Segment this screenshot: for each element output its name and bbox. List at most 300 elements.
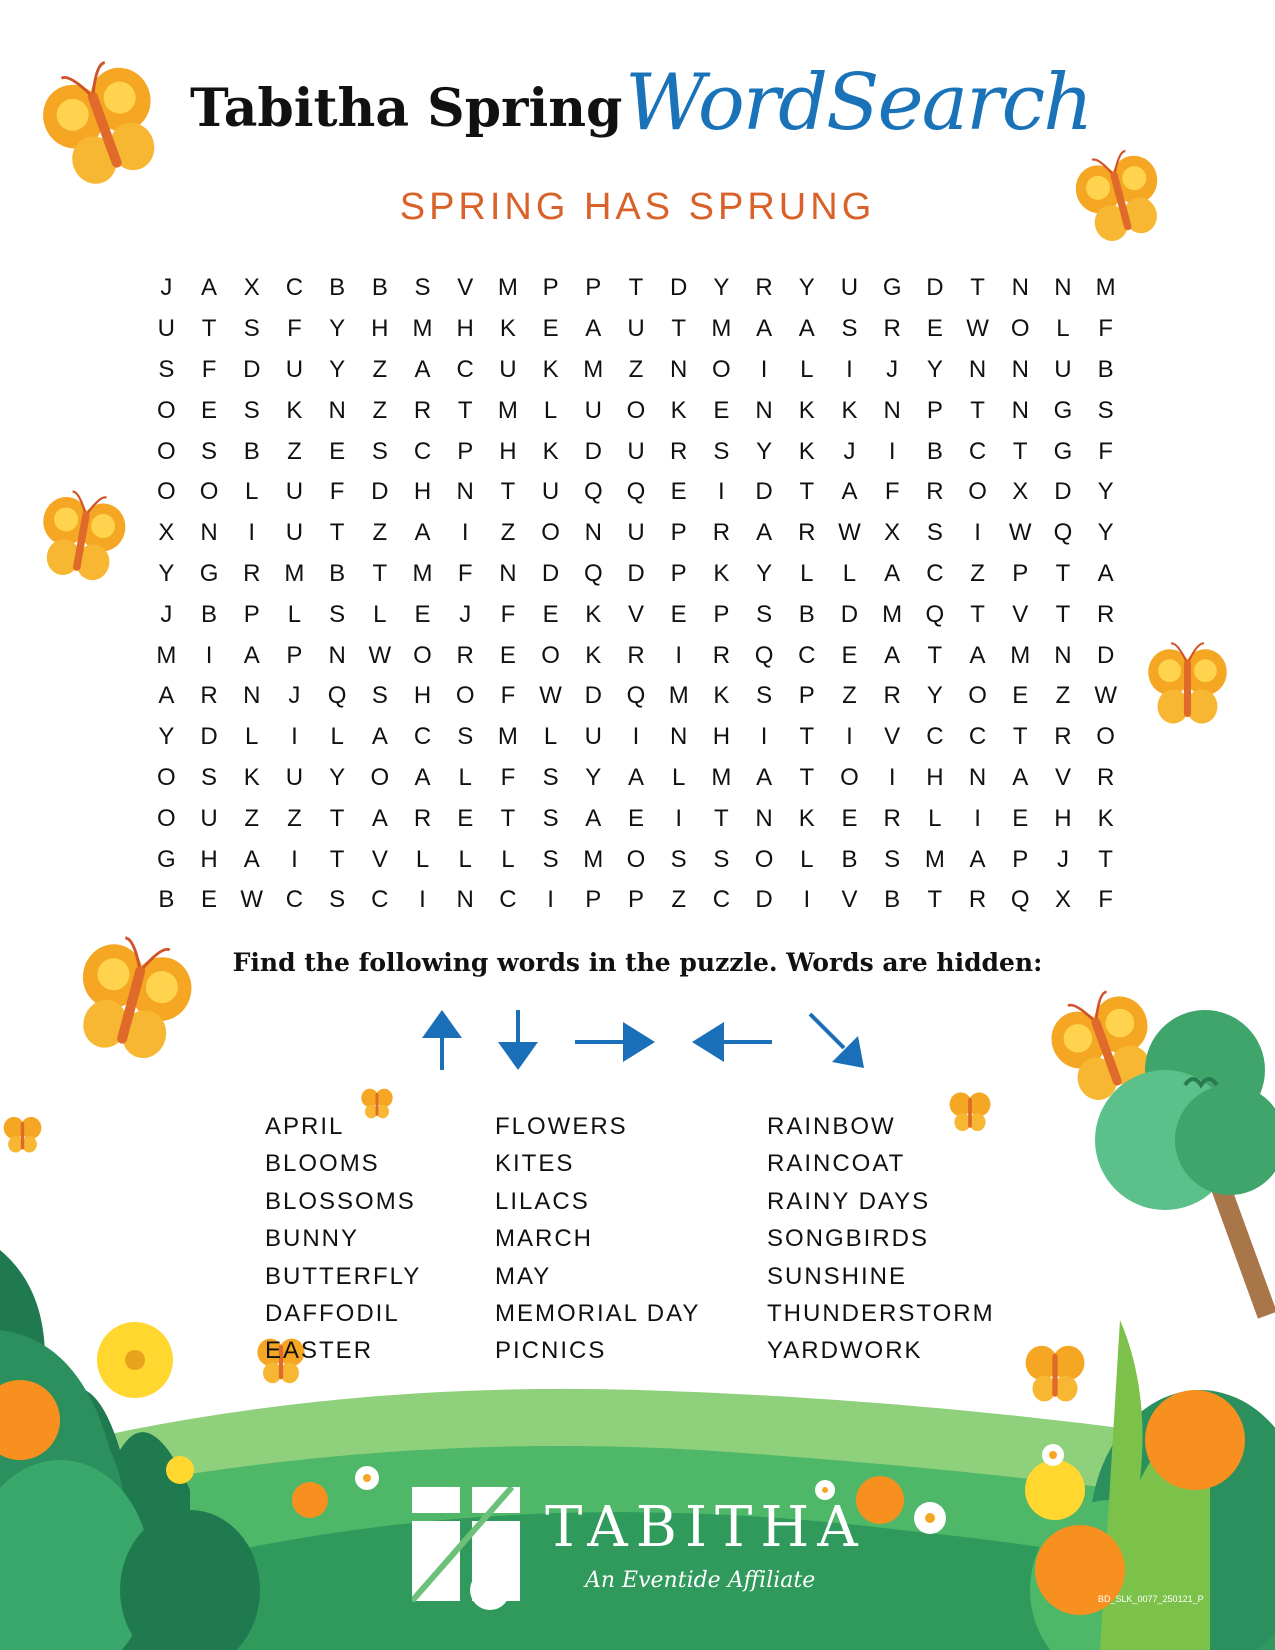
grid-letter: C: [712, 886, 731, 914]
grid-letter: K: [841, 396, 858, 424]
arrow-down-right-icon: [808, 1012, 864, 1068]
grid-letter: Y: [1097, 478, 1114, 506]
grid-letter: U: [627, 519, 645, 547]
grid-letter: P: [585, 886, 602, 914]
grid-letter: G: [1053, 437, 1073, 465]
grid-letter: H: [413, 682, 432, 710]
word-list-col3: [767, 1108, 995, 1370]
grid-letter: Y: [926, 355, 943, 383]
grid-letter: N: [243, 682, 261, 710]
grid-letter: K: [670, 396, 687, 424]
grid-letter: Y: [329, 355, 346, 383]
grid-letter: K: [585, 641, 602, 669]
grid-letter: R: [200, 682, 218, 710]
grid-letter: K: [798, 396, 815, 424]
grid-letter: I: [291, 845, 298, 873]
grid-letter: S: [414, 274, 431, 302]
grid-letter: I: [760, 723, 768, 751]
grid-letter: B: [371, 274, 388, 302]
grid-letter: N: [1011, 355, 1029, 383]
grid-letter: C: [371, 886, 389, 914]
grid-letter: A: [243, 641, 260, 669]
grid-letter: R: [1096, 763, 1115, 791]
grid-letter: W: [368, 641, 392, 669]
grid-letter: Z: [372, 519, 388, 547]
grid-letter: E: [457, 804, 474, 832]
grid-letter: Y: [158, 559, 175, 587]
grid-letter: A: [585, 315, 602, 343]
grid-letter: C: [499, 886, 517, 914]
grid-letter: P: [457, 437, 474, 465]
grid-letter: D: [541, 559, 560, 587]
grid-letter: S: [1097, 396, 1114, 424]
grid-letter: A: [756, 315, 773, 343]
grid-letter: I: [632, 723, 640, 751]
grid-letter: Y: [329, 315, 346, 343]
grid-letter: Y: [585, 763, 602, 791]
grid-letter: E: [713, 396, 730, 424]
grid-letter: I: [974, 804, 981, 832]
grid-letter: M: [1095, 274, 1116, 302]
grid-letter: P: [585, 274, 602, 302]
grid-letter: I: [803, 886, 811, 914]
word-list-col2: [495, 1108, 700, 1370]
grid-letter: M: [924, 845, 945, 873]
grid-letter: K: [798, 437, 815, 465]
grid-letter: Z: [671, 886, 687, 914]
grid-letter: L: [672, 763, 686, 791]
grid-letter: A: [201, 274, 218, 302]
grid-letter: C: [285, 274, 304, 302]
word-list-item: KITES: [495, 1150, 575, 1178]
grid-letter: N: [968, 355, 987, 383]
grid-letter: V: [841, 886, 858, 914]
grid-letter: U: [541, 478, 560, 506]
grid-letter: Z: [287, 437, 302, 465]
grid-letter: A: [371, 723, 388, 751]
grid-letter: E: [841, 641, 858, 669]
grid-letter: D: [371, 478, 389, 506]
grid-letter: F: [500, 600, 516, 628]
grid-letter: C: [413, 437, 432, 465]
grid-letter: I: [248, 519, 256, 547]
grid-letter: R: [798, 519, 816, 547]
grid-letter: A: [585, 804, 602, 832]
page-title-script: WordSearch: [625, 58, 1092, 148]
grid-letter: Q: [583, 478, 603, 506]
grid-letter: T: [1055, 559, 1071, 587]
grid-letter: I: [888, 763, 896, 791]
grid-letter: E: [201, 886, 218, 914]
grid-letter: T: [714, 804, 729, 832]
grid-letter: L: [458, 845, 472, 873]
word-list-item: THUNDERSTORM: [767, 1299, 995, 1327]
grid-letter: L: [245, 478, 259, 506]
word-list-item: BUNNY: [265, 1225, 360, 1253]
grid-letter: J: [160, 600, 173, 628]
grid-letter: W: [539, 682, 562, 710]
grid-letter: O: [754, 845, 774, 873]
grid-letter: C: [798, 641, 816, 669]
grid-letter: G: [157, 845, 176, 873]
grid-letter: I: [291, 723, 298, 751]
grid-letter: M: [583, 845, 604, 873]
grid-letter: H: [200, 845, 218, 873]
grid-letter: A: [243, 845, 260, 873]
grid-letter: J: [459, 600, 472, 628]
grid-letter: K: [542, 437, 559, 465]
grid-letter: Z: [500, 519, 516, 547]
grid-letter: T: [329, 804, 345, 832]
page-subtitle: SPRING HAS SPRUNG: [399, 186, 876, 228]
grid-letter: N: [670, 355, 688, 383]
grid-letter: A: [1097, 559, 1114, 587]
grid-letter: B: [158, 886, 175, 914]
grid-letter: U: [285, 355, 304, 383]
grid-letter: L: [543, 723, 558, 751]
grid-letter: D: [584, 437, 602, 465]
grid-letter: R: [243, 559, 261, 587]
word-list-item: MAY: [495, 1262, 552, 1290]
grid-letter: S: [201, 437, 218, 465]
grid-letter: S: [329, 886, 346, 914]
grid-letter: K: [798, 804, 815, 832]
grid-letter: Z: [842, 682, 857, 710]
grid-letter: Y: [158, 723, 175, 751]
grid-letter: L: [842, 559, 857, 587]
grid-letter: E: [670, 478, 687, 506]
grid-letter: A: [884, 641, 901, 669]
grid-letter: C: [456, 355, 474, 383]
grid-letter: A: [841, 478, 858, 506]
grid-letter: A: [798, 315, 815, 343]
grid-letter: Y: [926, 682, 943, 710]
grid-letter: N: [1011, 396, 1029, 424]
grid-letter: B: [201, 600, 218, 628]
grid-letter: L: [800, 559, 814, 587]
butterfly-icon: [1140, 635, 1235, 735]
grid-letter: I: [675, 804, 683, 832]
grid-letter: O: [157, 437, 176, 465]
grid-letter: B: [1097, 355, 1114, 383]
grid-letter: D: [1054, 478, 1072, 506]
grid-letter: R: [926, 478, 944, 506]
grid-letter: K: [499, 315, 516, 343]
grid-letter: R: [968, 886, 987, 914]
grid-letter: R: [883, 804, 901, 832]
grid-letter: N: [1011, 274, 1029, 302]
grid-letter: J: [1056, 845, 1069, 873]
grid-letter: W: [240, 886, 264, 914]
grid-letter: M: [497, 274, 518, 302]
word-list-item: MEMORIAL DAY: [495, 1299, 701, 1327]
grid-letter: O: [712, 355, 731, 383]
grid-letter: T: [329, 845, 345, 873]
grid-letter: L: [501, 845, 515, 873]
grid-letter: O: [1096, 723, 1115, 751]
grid-letter: T: [457, 396, 473, 424]
grid-letter: C: [968, 437, 987, 465]
grid-letter: V: [1054, 763, 1071, 791]
grid-letter: I: [718, 478, 725, 506]
grid-letter: O: [157, 396, 176, 424]
grid-letter: T: [500, 804, 516, 832]
grid-letter: P: [713, 600, 730, 628]
grid-letter: S: [542, 804, 559, 832]
grid-letter: R: [413, 804, 432, 832]
grid-letter: P: [1012, 559, 1029, 587]
grid-letter: R: [670, 437, 688, 465]
grid-letter: O: [370, 763, 390, 791]
grid-letter: I: [547, 886, 554, 914]
word-list-item: PICNICS: [495, 1337, 607, 1365]
grid-letter: U: [499, 355, 517, 383]
grid-letter: T: [970, 274, 985, 302]
grid-letter: O: [157, 763, 176, 791]
grid-letter: U: [584, 396, 602, 424]
grid-letter: I: [675, 641, 683, 669]
grid-letter: A: [756, 763, 773, 791]
grid-letter: Z: [628, 355, 644, 383]
grid-letter: S: [243, 396, 260, 424]
grid-letter: B: [884, 886, 901, 914]
grid-letter: X: [1012, 478, 1029, 506]
grid-letter: N: [670, 723, 688, 751]
grid-letter: R: [456, 641, 474, 669]
grid-letter: R: [712, 641, 731, 669]
grid-letter: A: [969, 845, 986, 873]
grid-letter: B: [329, 559, 346, 587]
grid-letter: U: [627, 437, 645, 465]
grid-letter: R: [627, 641, 645, 669]
grid-letter: J: [843, 437, 856, 465]
grid-letter: P: [286, 641, 303, 669]
grid-letter: P: [542, 274, 559, 302]
grid-letter: I: [846, 355, 853, 383]
word-list-item: SONGBIRDS: [767, 1225, 930, 1253]
grid-letter: T: [970, 600, 985, 628]
grid-letter: L: [543, 396, 558, 424]
grid-letter: J: [160, 274, 173, 302]
grid-letter: B: [798, 600, 815, 628]
grid-letter: Y: [756, 559, 773, 587]
grid-letter: Z: [287, 804, 302, 832]
word-list-item: RAINY DAYS: [767, 1187, 931, 1215]
grid-letter: T: [1012, 437, 1028, 465]
grid-letter: A: [756, 519, 773, 547]
grid-letter: M: [583, 355, 604, 383]
grid-letter: S: [713, 845, 730, 873]
grid-letter: V: [627, 600, 644, 628]
grid-letter: N: [755, 804, 773, 832]
grid-letter: H: [456, 315, 474, 343]
grid-letter: M: [497, 396, 518, 424]
grid-letter: T: [628, 274, 644, 302]
grid-letter: V: [371, 845, 388, 873]
grid-letter: L: [928, 804, 942, 832]
grid-letter: T: [927, 641, 943, 669]
grid-letter: E: [414, 600, 431, 628]
grid-letter: M: [412, 315, 433, 343]
grid-letter: S: [841, 315, 858, 343]
grid-letter: A: [969, 641, 986, 669]
grid-letter: F: [457, 559, 473, 587]
grid-letter: B: [926, 437, 943, 465]
instructions-text: Find the following words in the puzzle. Words are hidden:: [232, 948, 1043, 977]
brand-tagline: An Eventide Affiliate: [585, 1568, 816, 1593]
grid-letter: T: [1012, 723, 1028, 751]
grid-letter: F: [1098, 315, 1113, 343]
word-list-item: EASTER: [265, 1337, 374, 1365]
grid-letter: I: [888, 437, 896, 465]
grid-letter: M: [497, 723, 518, 751]
grid-letter: O: [541, 519, 560, 547]
grid-letter: O: [626, 396, 646, 424]
grid-letter: T: [799, 478, 815, 506]
grid-letter: K: [243, 763, 260, 791]
word-list-item: BLOOMS: [265, 1150, 380, 1178]
grid-letter: Y: [329, 763, 346, 791]
butterfly-icon: [32, 485, 132, 590]
grid-letter: L: [415, 845, 430, 873]
grid-letter: K: [542, 355, 559, 383]
grid-letter: S: [243, 315, 260, 343]
grid-letter: P: [798, 682, 815, 710]
grid-letter: U: [285, 763, 304, 791]
grid-letter: A: [627, 763, 644, 791]
grid-letter: Y: [798, 274, 815, 302]
grid-letter: U: [584, 723, 602, 751]
grid-letter: L: [330, 723, 344, 751]
grid-letter: U: [157, 315, 176, 343]
grid-letter: D: [584, 682, 602, 710]
grid-letter: F: [201, 355, 217, 383]
grid-letter: D: [200, 723, 218, 751]
grid-letter: I: [461, 519, 469, 547]
word-list-item: APRIL: [265, 1113, 345, 1140]
grid-letter: G: [882, 274, 902, 302]
grid-letter: H: [413, 478, 432, 506]
grid-letter: Q: [327, 682, 347, 710]
grid-letter: E: [542, 315, 559, 343]
grid-letter: O: [626, 845, 646, 873]
grid-letter: C: [926, 723, 944, 751]
grid-letter: Q: [626, 682, 646, 710]
grid-letter: A: [158, 682, 175, 710]
grid-letter: U: [627, 315, 645, 343]
grid-letter: V: [1012, 600, 1029, 628]
grid-letter: O: [157, 804, 176, 832]
grid-letter: X: [243, 274, 260, 302]
grid-letter: E: [1012, 804, 1029, 832]
grid-letter: G: [199, 559, 219, 587]
grid-letter: P: [926, 396, 943, 424]
grid-letter: M: [156, 641, 177, 669]
grid-letter: M: [711, 315, 732, 343]
grid-letter: D: [755, 886, 773, 914]
grid-letter: Z: [244, 804, 260, 832]
grid-letter: K: [1097, 804, 1114, 832]
grid-letter: R: [1096, 600, 1115, 628]
grid-letter: Z: [372, 355, 388, 383]
brand-name: TABITHA: [545, 1495, 866, 1560]
word-list-item: YARDWORK: [767, 1337, 923, 1365]
grid-letter: P: [670, 559, 687, 587]
grid-letter: T: [372, 559, 388, 587]
grid-letter: E: [542, 600, 559, 628]
grid-letter: X: [1054, 886, 1071, 914]
grid-letter: C: [926, 559, 944, 587]
arrow-up-icon: [420, 1010, 464, 1070]
grid-letter: U: [200, 804, 218, 832]
grid-letter: N: [456, 478, 474, 506]
document-code: BD_SLK_0077_250121_P: [1098, 1594, 1204, 1604]
grid-letter: N: [499, 559, 517, 587]
grid-letter: Z: [970, 559, 985, 587]
grid-letter: D: [840, 600, 859, 628]
word-list-item: RAINBOW: [767, 1113, 896, 1140]
grid-letter: L: [287, 600, 302, 628]
grid-letter: N: [584, 519, 602, 547]
grid-letter: W: [838, 519, 861, 547]
word-list-item: MARCH: [495, 1225, 593, 1253]
grid-letter: T: [500, 478, 516, 506]
grid-letter: N: [968, 763, 987, 791]
grid-letter: Y: [756, 437, 773, 465]
word-list-item: BLOSSOMS: [265, 1187, 416, 1215]
grid-letter: S: [371, 437, 388, 465]
word-list-item: BUTTERFLY: [265, 1262, 422, 1290]
page-title: Tabitha Spring: [190, 78, 623, 139]
grid-letter: T: [1055, 600, 1071, 628]
grid-letter: P: [627, 886, 644, 914]
grid-letter: T: [799, 723, 815, 751]
grid-letter: S: [756, 682, 773, 710]
grid-letter: N: [456, 886, 474, 914]
grid-letter: O: [541, 641, 560, 669]
word-list-item: FLOWERS: [495, 1113, 628, 1140]
grid-letter: T: [329, 519, 345, 547]
grid-letter: N: [883, 396, 901, 424]
grid-letter: D: [243, 355, 261, 383]
grid-letter: F: [1098, 437, 1113, 465]
grid-letter: E: [841, 804, 858, 832]
grid-letter: A: [414, 763, 431, 791]
grid-letter: H: [499, 437, 517, 465]
grid-letter: S: [542, 763, 559, 791]
grid-letter: C: [968, 723, 987, 751]
grid-letter: M: [284, 559, 305, 587]
grid-letter: O: [199, 478, 219, 506]
word-list-item: DAFFODIL: [265, 1299, 400, 1327]
grid-letter: J: [288, 682, 301, 710]
grid-letter: E: [1012, 682, 1029, 710]
grid-letter: F: [884, 478, 900, 506]
grid-letter: Q: [1010, 886, 1030, 914]
grid-letter: E: [627, 804, 644, 832]
grid-letter: T: [799, 763, 815, 791]
grid-letter: X: [884, 519, 901, 547]
grid-letter: R: [755, 274, 773, 302]
arrow-down-icon: [496, 1010, 540, 1070]
grid-letter: N: [1054, 274, 1072, 302]
grid-letter: O: [968, 682, 987, 710]
grid-letter: Q: [626, 478, 646, 506]
grid-letter: W: [1094, 682, 1117, 710]
grid-letter: S: [158, 355, 175, 383]
grid-letter: O: [968, 478, 987, 506]
grid-letter: F: [500, 682, 516, 710]
